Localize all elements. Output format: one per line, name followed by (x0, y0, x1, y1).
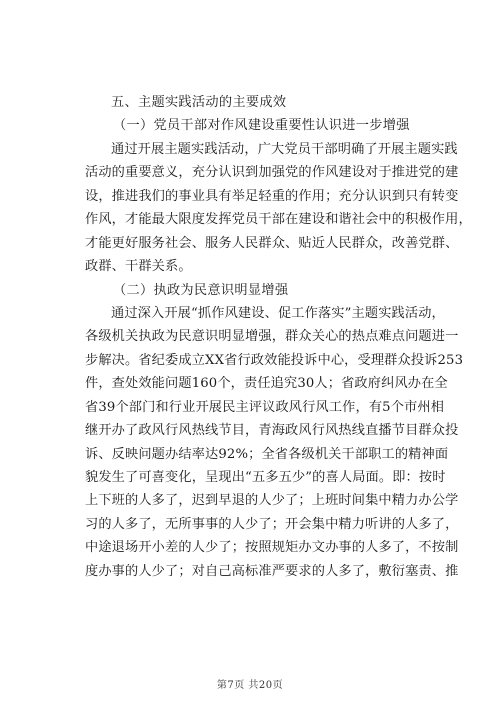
paragraph-1-line: 才能更好服务社会、服务人民群众、贴近人民群众，改善党群、 (85, 235, 459, 251)
paragraph-2-line: 步解决。省纪委成立XX省行政效能投诉中心，受理群众投诉253 (85, 352, 464, 368)
subsection-heading-2: （二）执政为民意识明显增强 (113, 282, 289, 298)
paragraph-2-line: 通过深入开展“抓作风建设、促工作落实”主题实践活动， (111, 305, 445, 321)
paragraph-2-line: 度办事的人少了；对自己高标准严要求的人多了，敷衍塞责、推 (85, 563, 459, 579)
paragraph-2-line: 上下班的人多了，迟到早退的人少了；上班时间集中精力办公学 (85, 493, 459, 509)
page-number-footer: 第7页 共20页 (216, 680, 284, 691)
subsection-heading-1: （一）党员干部对作风建设重要性认识进一步增强 (113, 118, 410, 134)
paragraph-1-line: 设，推进我们的事业具有举足轻重的作用；充分认识到只有转变 (85, 188, 459, 204)
paragraph-2-line: 诉、反映问题办结率达92%；全省各级机关干部职工的精神面 (85, 446, 449, 462)
paragraph-2-line: 貌发生了可喜变化，呈现出“五多五少”的喜人局面。即：按时 (85, 470, 446, 485)
paragraph-2-line: 习的人多了，无所事事的人少了；开会集中精力听讲的人多了， (85, 516, 459, 532)
paragraph-1-line: 政群、干群关系。 (85, 259, 192, 275)
paragraph-2-line: 省39个部门和行业开展民主评议政风行风工作，有5个市州相 (85, 399, 445, 415)
paragraph-1-line: 作风，才能最大限度发挥党员干部在建设和谐社会中的积极作用， (85, 212, 472, 228)
paragraph-1-line: 活动的重要意义，充分认识到加强党的作风建设对于推进党的建 (85, 165, 459, 181)
paragraph-2-line: 继开办了政风行风热线节目，青海政风行风热线直播节目群众投 (85, 423, 459, 439)
document-body (85, 91, 472, 583)
paragraph-2-line: 中途退场开小差的人少了；按照规矩办文办事的人多了，不按制 (85, 540, 459, 556)
section-heading: 五、主题实践活动的主要成效 (111, 95, 287, 110)
paragraph-2-line: 各级机关执政为民意识明显增强，群众关心的热点难点问题进一 (85, 329, 459, 345)
paragraph-2-line: 件，查处效能问题160个，责任追究30人；省政府纠风办在全 (85, 376, 448, 392)
paragraph-1-line: 通过开展主题实践活动，广大党员干部明确了开展主题实践 (111, 141, 458, 157)
